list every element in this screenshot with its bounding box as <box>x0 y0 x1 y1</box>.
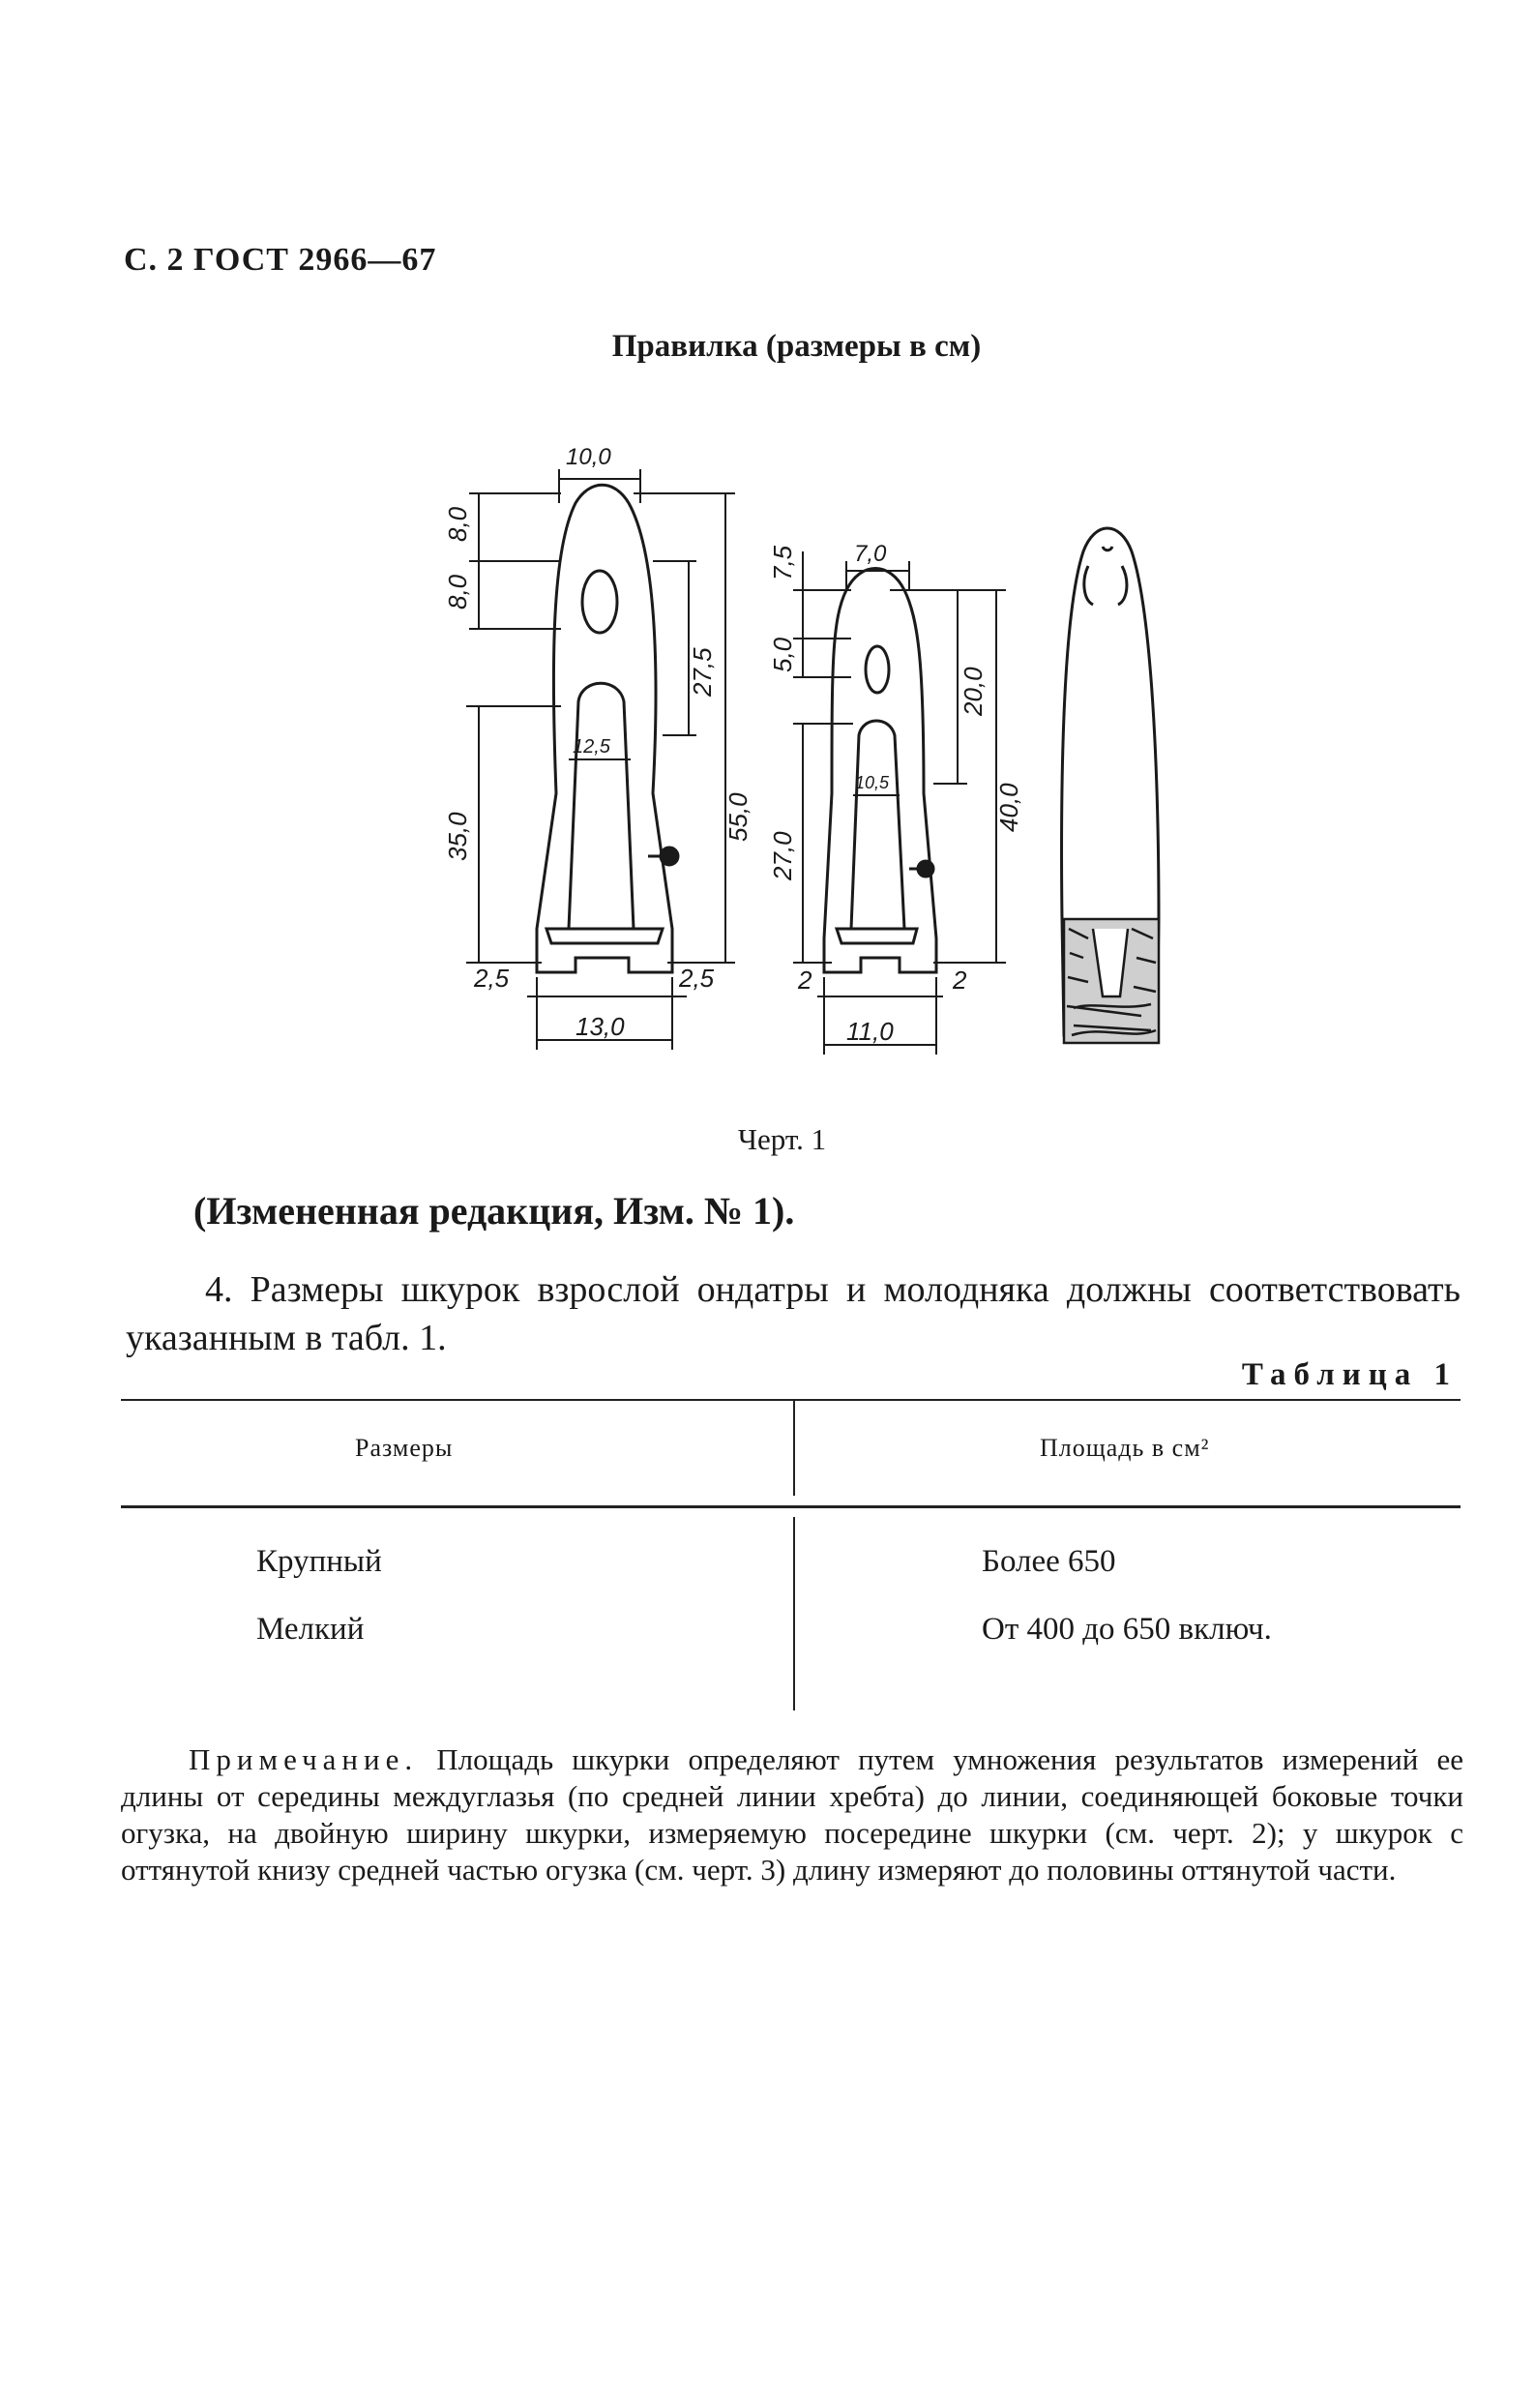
dim-adult-inner-h: 35,0 <box>443 812 472 861</box>
table-note <box>121 1741 1463 1888</box>
dim-young-top-h: 7,5 <box>768 545 797 580</box>
paragraph-4: 4. Размеры шкурок взрослой ондатры и молодняка должны соответствовать указанным в табл. 1. <box>126 1269 1461 1358</box>
dim-young-h3: 20,0 <box>959 667 988 716</box>
dim-adult-h2: 8,0 <box>443 574 472 609</box>
revision-note: (Измененная редакция, Изм. № 1). <box>193 1189 795 1233</box>
dim-adult-h3: 27,5 <box>688 647 717 697</box>
dim-young-top-width: 7,0 <box>854 541 887 567</box>
table-label: Таблица 1 <box>1241 1357 1458 1392</box>
dim-adult-total: 55,0 <box>723 792 753 842</box>
adult-hole <box>582 571 617 633</box>
dim-young-inner-h: 27,0 <box>768 831 797 880</box>
note-text: Площадь шкурки определяют путем умножения результатов измерений ее длины от середины междуглазья (по средней линии хребта) до линии, соединяющей боковые точки огузка, на двойную ширину шкурки, измеряемую посередине шкурки (см. черт. 2); у шкурок с оттянутой книзу средней частью огузка (см. черт. 3) длину измеряют до половины оттянутой части. <box>121 1742 1463 1887</box>
page-header: С. 2 ГОСТ 2966—67 <box>124 242 437 278</box>
young-stretcher <box>768 541 1023 1055</box>
dim-adult-top-width: 10,0 <box>566 444 611 470</box>
dim-adult-side-right: 2,5 <box>679 964 715 993</box>
table-header-area: Площадь в см² <box>1040 1434 1210 1462</box>
figure-caption: Черт. 1 <box>737 1122 827 1156</box>
table-divider <box>793 1399 795 1496</box>
dim-adult-h1: 8,0 <box>443 506 472 542</box>
sizes-table <box>121 1399 1461 1718</box>
dim-young-h2: 5,0 <box>768 637 797 672</box>
stretcher-drawing <box>406 416 1199 1093</box>
table-cell: Крупный <box>256 1544 382 1579</box>
table-cell: Мелкий <box>256 1612 365 1647</box>
dim-young-base: 11,0 <box>846 1017 894 1046</box>
table-header-sizes: Размеры <box>355 1434 454 1462</box>
adult-inner-slot <box>569 683 634 929</box>
adult-outline <box>537 485 672 972</box>
adult-stretcher <box>443 444 753 1050</box>
skin-on-stretcher <box>1062 528 1159 1043</box>
young-outline <box>824 569 936 973</box>
note-label: Примечание. <box>189 1742 419 1776</box>
table-top-rule <box>121 1399 1461 1401</box>
young-inner-slot <box>851 721 904 929</box>
dim-young-side-right: 2 <box>953 966 967 995</box>
dim-young-side-left: 2 <box>798 966 812 995</box>
table-cell: От 400 до 650 включ. <box>982 1612 1272 1647</box>
figure-title: Правилка (размеры в см) <box>611 329 982 364</box>
dim-young-inner-w: 10,5 <box>855 773 890 792</box>
table-cell: Более 650 <box>982 1544 1116 1579</box>
dim-adult-side-left: 2,5 <box>474 964 510 993</box>
dim-adult-inner-w: 12,5 <box>573 736 610 758</box>
young-hole <box>866 646 889 693</box>
dim-adult-base: 13,0 <box>576 1012 625 1041</box>
table-header-rule <box>121 1505 1461 1508</box>
dim-young-total: 40,0 <box>994 783 1023 832</box>
table-divider <box>793 1517 795 1710</box>
